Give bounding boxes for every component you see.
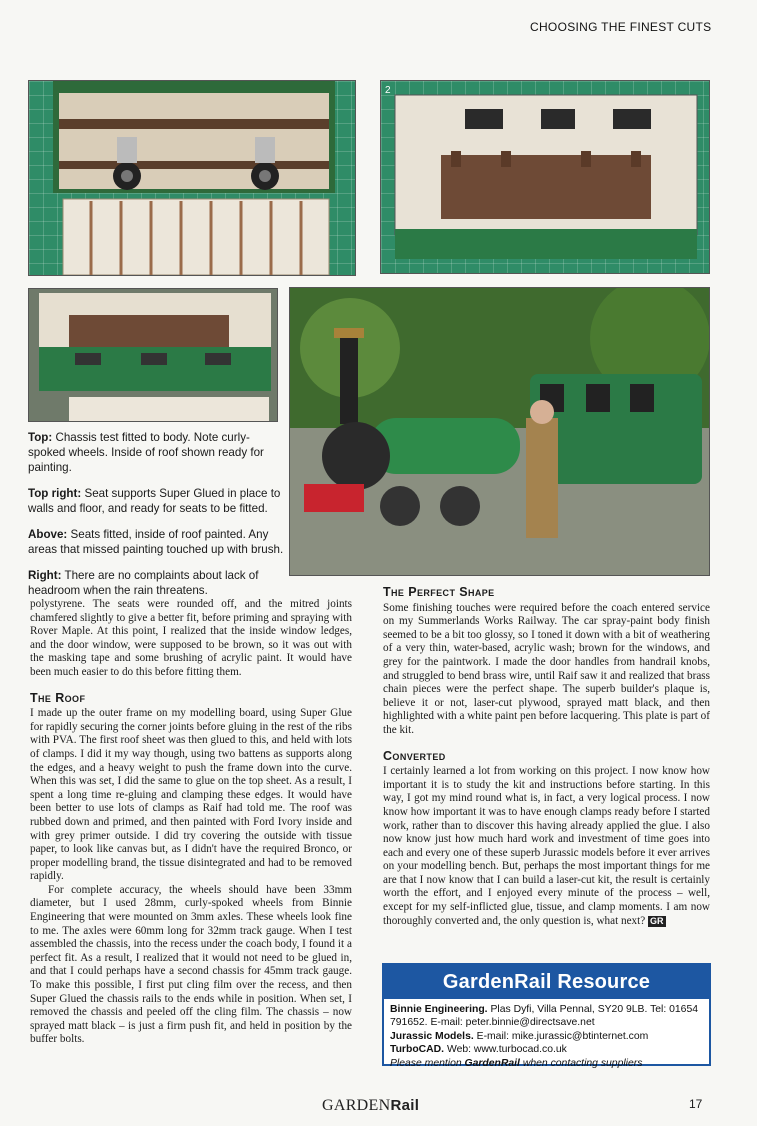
chassis-test-fit-photo [28,80,356,276]
seat-supports-photo [380,80,710,274]
caption-top-right: Top right: Seat supports Super Glued in place to walls and floor, and ready for seats to be fitted. [28,487,281,515]
perfect-shape-heading: The Perfect Shape [383,585,495,599]
seats-fitted-photo [28,288,278,422]
roof-paragraph-2: For complete accuracy, the wheels should have been 33mm diameter, but I used 28mm, curly-spoked wheels from Binnie Engineering that were mounted on 3mm axles. These wheels look fine to me. The axles were 60mm long for 32mm track gauge. When I test assembled the chassis, into the recess under the coach body, I found it a perfect fit. As a result, I realized that it would not need to be glued in, and that I could perhaps have a second chassis for 45mm track gauge. To make this possible, I first put cling film over the recess, and then Super Glued the chassis rails to the ends while in position. When set, I removed the chassis and peeled off the cling film. The chassis – now sprayed matt black – is just a firm push fit, and held in position by the buffer bolts. [30,883,352,1046]
locomotive-illustration [290,288,710,576]
caption-right: Right: There are no complaints about lack of headroom when the rain threatens. [28,569,259,597]
magazine-logo: GARDENRail [322,1097,420,1114]
resource-entry-jurassic: Jurassic Models. E-mail: mike.jurassic@btinternet.com [390,1030,649,1042]
converted-paragraph: I certainly learned a lot from working on this project. I now know how important it is to study the kit and instructions before starting. In this way, I got my mind round what is, in fact, a very logical process. I now know how important it was to have enough clamps ready before I started work, rather than to discover this having already applied the glue. I also now know just how much hard work and investment of time goes into each and every one of these superb Jurassic models before it ever arrives on your modelling bench. But, perhaps the most important things for me are that I now know that I can build a laser-cut kit, the result is certainly worth the effort, and I enjoyed every minute of the process – well, except for my self-inflicted glue, tissue, and clamp moments. I am now thoroughly converted and, the only question is, what next? GR [383,765,710,927]
chassis-photo-illustration [29,81,356,276]
page-number: 17 [689,1097,703,1111]
locomotive-and-coach-photo [289,287,710,576]
seat-supports-illustration [381,81,710,274]
caption-above: Above: Seats fitted, inside of roof painted. Any areas that missed painting touched up with brush. [28,528,284,556]
seats-fitted-illustration [29,289,278,422]
caption-top: Top: Chassis test fitted to body. Note curly-spoked wheels. Inside of roof shown ready for painting. [28,431,264,474]
right-text-column [383,585,710,928]
running-header: CHOOSING THE FINEST CUTS [530,20,712,34]
left-text-column [30,598,352,1047]
photo-number: 2 [385,85,391,96]
resource-entry-turbocad: TurboCAD. Web: www.turbocad.co.uk [390,1044,567,1056]
resource-note: Please mention GardenRail when contacting suppliers [390,1057,643,1069]
resource-entry-binnie: Binnie Engineering. Plas Dyfi, Villa Pennal, SY20 9LB. Tel: 01654 791652. E-mail: peter.binnie@directsave.net [390,1004,699,1029]
roof-heading: The Roof [30,690,86,705]
intro-paragraph: polystyrene. The seats were rounded off, and the mitred joints chamfered slightly to give a better fit, before priming and spraying with Rover Maple. At this point, I realized that the inside window ledges, and the door window, were supposed to be brown, so it was out with the masking tape and some brushing of acrylic paint. It would have been much easier to do this before fitting them. [30,598,352,678]
roof-paragraph-1: I made up the outer frame on my modelling board, using Super Glue for rapidly securing the corner joints before gluing in the rest of the ribs with PVA. The first roof sheet was then glued to this, and held with lots of clamps. I did it my way though, using two battens as supports along the edges, and a heavy weight to push the frame down into the curve. When this was set, I did the same to glue on the top sheet. As a result, I spent a long time re-gluing and clamping these edges. It would have been better to use lots of clamps as Raif had told me. The roof was rubbed down and primed, and then painted with Ford Ivory inside and with grey primer outside. I did try covering the outside with tissue paper, to look like canvas but, as I didn't have the required Bronco, or proper modelling brand, the tissue disintegrated and had to be removed rapidly. [30,707,352,883]
resource-title: GardenRail Resource [384,965,709,999]
perfect-shape-paragraph: Some finishing touches were required before the coach entered service on my Summerlands Works Railway. The car spray-paint body finish seemed to be a bit too glossy, so I toned it down with a bit of weathering of a very thin, water-based, acrylic wash; brown for the windows, and grey for the paintwork. I made the door handles from handrail knobs, and struggled to bend brass wire, until Raif saw it and realized that brass chain pieces were the perfect shape. The superb builder's plaque is, believe it or not, laser-cut plywood, sprayed matt black, and then highlighted with a white paint pen before lacquering. This plate is part of the kit. [383,601,710,736]
photo-captions [28,430,284,609]
end-mark-icon: GR [650,915,664,926]
resource-box [382,963,711,1069]
resource-list [384,999,709,1074]
converted-heading: Converted [383,748,446,763]
